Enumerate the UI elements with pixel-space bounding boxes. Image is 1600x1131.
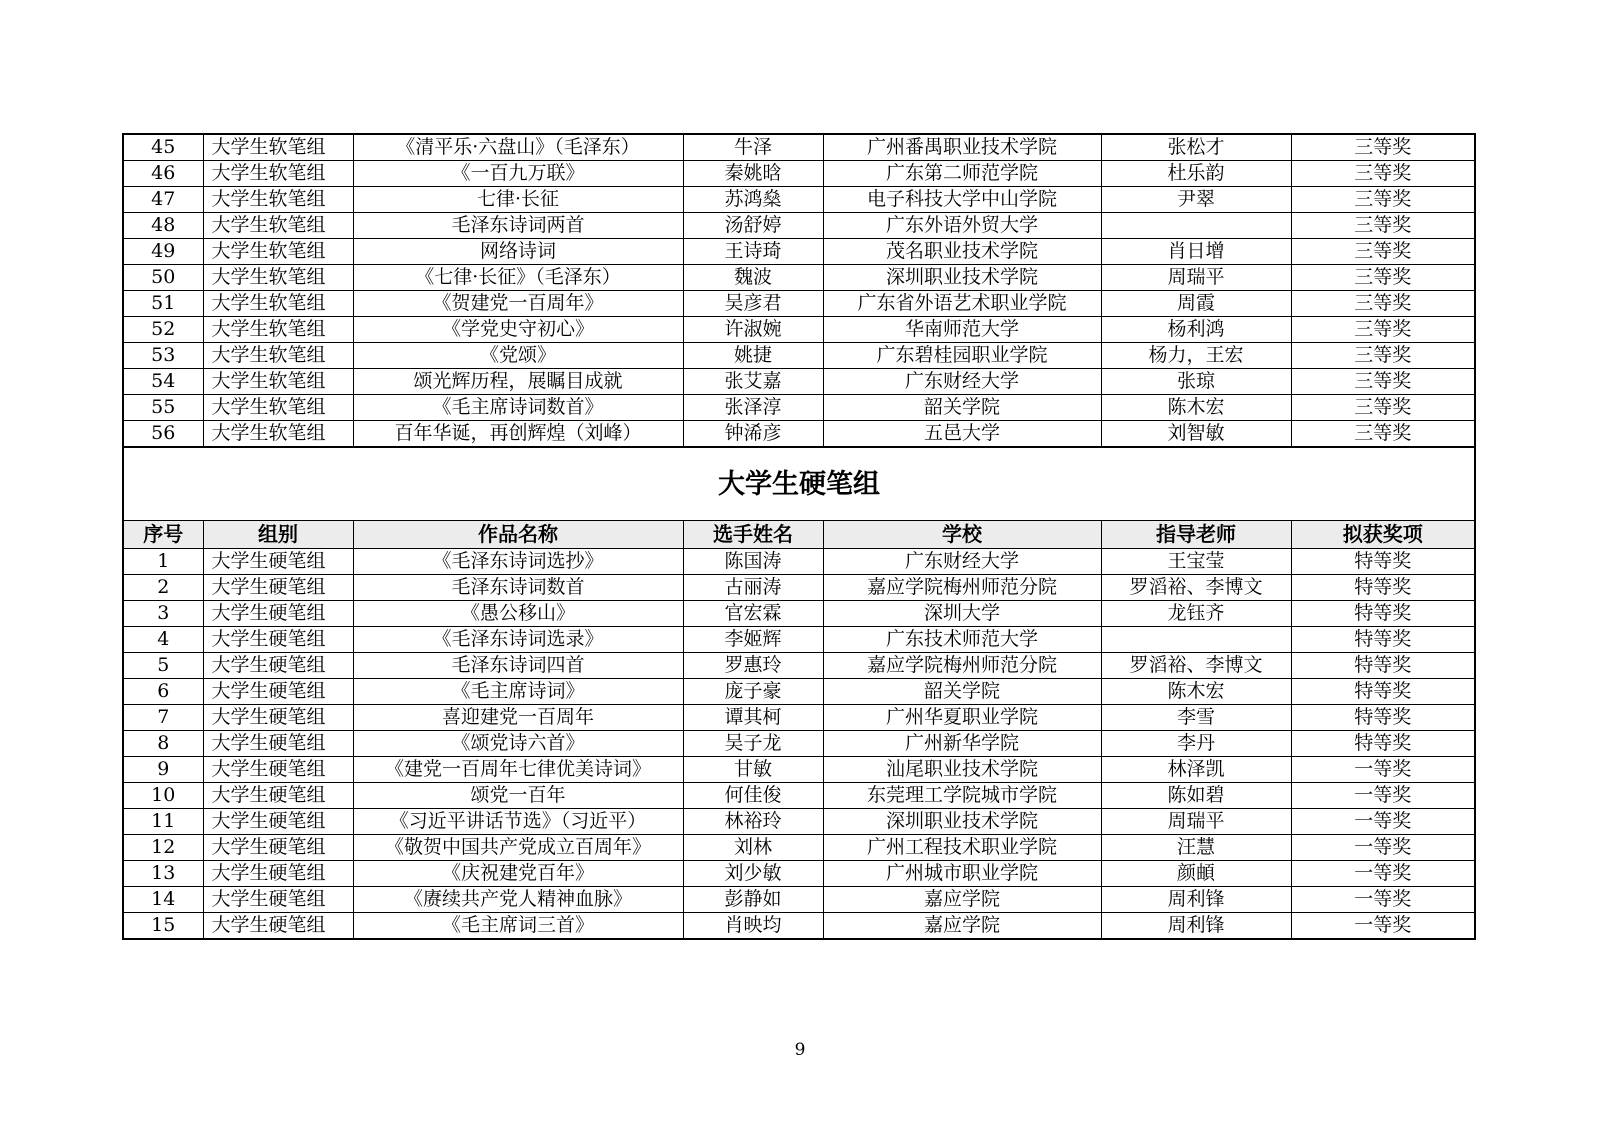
table-row [123, 757, 1475, 783]
cell-name: 谭其柯 [683, 705, 823, 731]
cell-award: 特等奖 [1291, 601, 1475, 627]
cell-name: 庞子豪 [683, 679, 823, 705]
cell-award: 三等奖 [1291, 291, 1475, 317]
header-work: 作品名称 [353, 521, 683, 549]
cell-work: 《党颂》 [353, 343, 683, 369]
cell-work: 《庆祝建党百年》 [353, 861, 683, 887]
cell-work: 《毛泽东诗词选录》 [353, 627, 683, 653]
header-school: 学校 [823, 521, 1101, 549]
header-name: 选手姓名 [683, 521, 823, 549]
cell-work: 网络诗词 [353, 239, 683, 265]
cell-award: 特等奖 [1291, 731, 1475, 757]
table-row [123, 601, 1475, 627]
cell-group: 大学生硬笔组 [203, 835, 353, 861]
cell-group: 大学生软笔组 [203, 343, 353, 369]
cell-name: 林裕玲 [683, 809, 823, 835]
cell-teacher: 陈木宏 [1101, 679, 1291, 705]
cell-school: 五邑大学 [823, 421, 1101, 448]
cell-group: 大学生软笔组 [203, 187, 353, 213]
cell-name: 汤舒婷 [683, 213, 823, 239]
table-row [123, 187, 1475, 213]
cell-name: 牛泽 [683, 134, 823, 161]
cell-name: 苏鸿燊 [683, 187, 823, 213]
cell-work: 毛泽东诗词四首 [353, 653, 683, 679]
table-row [123, 343, 1475, 369]
header-group: 组别 [203, 521, 353, 549]
table-row [123, 627, 1475, 653]
cell-teacher: 肖日增 [1101, 239, 1291, 265]
cell-teacher: 周利锋 [1101, 913, 1291, 940]
cell-teacher: 颜頔 [1101, 861, 1291, 887]
cell-group: 大学生硬笔组 [203, 913, 353, 940]
cell-school: 嘉应学院梅州师范分院 [823, 575, 1101, 601]
cell-award: 特等奖 [1291, 549, 1475, 575]
cell-work: 《毛主席诗词》 [353, 679, 683, 705]
cell-group: 大学生硬笔组 [203, 601, 353, 627]
cell-work: 《习近平讲话节选》（习近平） [353, 809, 683, 835]
cell-no: 52 [123, 317, 203, 343]
cell-group: 大学生硬笔组 [203, 731, 353, 757]
cell-school: 广东技术师范大学 [823, 627, 1101, 653]
cell-no: 12 [123, 835, 203, 861]
cell-teacher: 刘智敏 [1101, 421, 1291, 448]
cell-group: 大学生硬笔组 [203, 679, 353, 705]
cell-name: 李姬辉 [683, 627, 823, 653]
cell-teacher: 陈如碧 [1101, 783, 1291, 809]
cell-work: 《愚公移山》 [353, 601, 683, 627]
cell-award: 三等奖 [1291, 265, 1475, 291]
cell-name: 张艾嘉 [683, 369, 823, 395]
cell-teacher [1101, 213, 1291, 239]
cell-teacher: 杨利鸿 [1101, 317, 1291, 343]
cell-teacher [1101, 627, 1291, 653]
cell-no: 13 [123, 861, 203, 887]
cell-name: 张泽淳 [683, 395, 823, 421]
cell-group: 大学生硬笔组 [203, 705, 353, 731]
cell-award: 三等奖 [1291, 395, 1475, 421]
cell-work: 百年华诞，再创辉煌（刘峰） [353, 421, 683, 448]
cell-name: 魏波 [683, 265, 823, 291]
cell-no: 47 [123, 187, 203, 213]
cell-work: 颂党一百年 [353, 783, 683, 809]
table-row [123, 291, 1475, 317]
cell-no: 3 [123, 601, 203, 627]
cell-group: 大学生软笔组 [203, 395, 353, 421]
cell-school: 广州城市职业学院 [823, 861, 1101, 887]
cell-work: 毛泽东诗词数首 [353, 575, 683, 601]
cell-school: 广东外语外贸大学 [823, 213, 1101, 239]
cell-work: 《贺建党一百周年》 [353, 291, 683, 317]
cell-school: 东莞理工学院城市学院 [823, 783, 1101, 809]
cell-teacher: 罗滔裕、李博文 [1101, 575, 1291, 601]
cell-group: 大学生硬笔组 [203, 653, 353, 679]
cell-no: 4 [123, 627, 203, 653]
cell-school: 深圳大学 [823, 601, 1101, 627]
cell-work: 《敬贺中国共产党成立百周年》 [353, 835, 683, 861]
section-title-row [123, 447, 1475, 521]
cell-school: 深圳职业技术学院 [823, 809, 1101, 835]
cell-group: 大学生硬笔组 [203, 757, 353, 783]
table-row [123, 783, 1475, 809]
cell-work: 《毛主席词三首》 [353, 913, 683, 940]
cell-work: 七律·长征 [353, 187, 683, 213]
cell-award: 三等奖 [1291, 134, 1475, 161]
table-row [123, 679, 1475, 705]
cell-teacher: 周霞 [1101, 291, 1291, 317]
table-row [123, 549, 1475, 575]
cell-no: 50 [123, 265, 203, 291]
cell-name: 吴彦君 [683, 291, 823, 317]
cell-teacher: 李丹 [1101, 731, 1291, 757]
cell-award: 一等奖 [1291, 783, 1475, 809]
cell-work: 《七律·长征》（毛泽东） [353, 265, 683, 291]
cell-award: 一等奖 [1291, 861, 1475, 887]
cell-group: 大学生软笔组 [203, 421, 353, 448]
cell-award: 特等奖 [1291, 679, 1475, 705]
cell-no: 53 [123, 343, 203, 369]
cell-no: 2 [123, 575, 203, 601]
cell-teacher: 罗滔裕、李博文 [1101, 653, 1291, 679]
cell-group: 大学生软笔组 [203, 213, 353, 239]
cell-work: 《毛泽东诗词选抄》 [353, 549, 683, 575]
cell-name: 王诗琦 [683, 239, 823, 265]
table-row [123, 395, 1475, 421]
header-no: 序号 [123, 521, 203, 549]
cell-name: 官宏霖 [683, 601, 823, 627]
cell-group: 大学生硬笔组 [203, 887, 353, 913]
table-row [123, 731, 1475, 757]
cell-name: 许淑婉 [683, 317, 823, 343]
table-row [123, 887, 1475, 913]
cell-teacher: 张琼 [1101, 369, 1291, 395]
cell-no: 55 [123, 395, 203, 421]
cell-teacher: 林泽凯 [1101, 757, 1291, 783]
cell-award: 三等奖 [1291, 369, 1475, 395]
table-row [123, 861, 1475, 887]
cell-school: 广州华夏职业学院 [823, 705, 1101, 731]
cell-no: 11 [123, 809, 203, 835]
cell-award: 一等奖 [1291, 913, 1475, 940]
cell-work: 颂光辉历程，展瞩目成就 [353, 369, 683, 395]
table-row [123, 213, 1475, 239]
cell-no: 54 [123, 369, 203, 395]
cell-name: 刘林 [683, 835, 823, 861]
cell-name: 何佳俊 [683, 783, 823, 809]
table-row [123, 913, 1475, 940]
cell-award: 三等奖 [1291, 213, 1475, 239]
cell-teacher: 龙钰齐 [1101, 601, 1291, 627]
cell-no: 56 [123, 421, 203, 448]
cell-work: 《建党一百周年七律优美诗词》 [353, 757, 683, 783]
cell-award: 三等奖 [1291, 187, 1475, 213]
cell-award: 一等奖 [1291, 809, 1475, 835]
cell-work: 《一百九万联》 [353, 161, 683, 187]
cell-award: 特等奖 [1291, 705, 1475, 731]
table-row [123, 239, 1475, 265]
cell-group: 大学生软笔组 [203, 317, 353, 343]
cell-award: 特等奖 [1291, 575, 1475, 601]
cell-no: 45 [123, 134, 203, 161]
cell-school: 广州番禺职业技术学院 [823, 134, 1101, 161]
table-row [123, 265, 1475, 291]
cell-group: 大学生软笔组 [203, 369, 353, 395]
cell-school: 嘉应学院 [823, 887, 1101, 913]
cell-group: 大学生硬笔组 [203, 809, 353, 835]
cell-name: 吴子龙 [683, 731, 823, 757]
table-row [123, 134, 1475, 161]
cell-no: 49 [123, 239, 203, 265]
cell-no: 1 [123, 549, 203, 575]
cell-school: 嘉应学院梅州师范分院 [823, 653, 1101, 679]
table-row [123, 317, 1475, 343]
cell-name: 陈国涛 [683, 549, 823, 575]
cell-school: 广州工程技术职业学院 [823, 835, 1101, 861]
cell-no: 7 [123, 705, 203, 731]
page-number: 9 [794, 1040, 806, 1060]
cell-group: 大学生软笔组 [203, 265, 353, 291]
cell-group: 大学生硬笔组 [203, 783, 353, 809]
cell-teacher: 张松才 [1101, 134, 1291, 161]
cell-school: 茂名职业技术学院 [823, 239, 1101, 265]
cell-teacher: 周瑞平 [1101, 265, 1291, 291]
table-row [123, 575, 1475, 601]
cell-name: 姚捷 [683, 343, 823, 369]
cell-no: 10 [123, 783, 203, 809]
cell-work: 《赓续共产党人精神血脉》 [353, 887, 683, 913]
section-title: 大学生硬笔组 [123, 447, 1475, 521]
awards-table [122, 133, 1476, 940]
cell-school: 华南师范大学 [823, 317, 1101, 343]
cell-work: 毛泽东诗词两首 [353, 213, 683, 239]
cell-school: 韶关学院 [823, 395, 1101, 421]
cell-teacher: 周利锋 [1101, 887, 1291, 913]
cell-no: 9 [123, 757, 203, 783]
soft-pen-table-body [123, 134, 1475, 447]
cell-name: 罗惠玲 [683, 653, 823, 679]
cell-name: 甘敏 [683, 757, 823, 783]
cell-award: 特等奖 [1291, 627, 1475, 653]
cell-group: 大学生软笔组 [203, 291, 353, 317]
cell-award: 三等奖 [1291, 421, 1475, 448]
header-teacher: 指导老师 [1101, 521, 1291, 549]
cell-group: 大学生硬笔组 [203, 575, 353, 601]
cell-work: 《毛主席诗词数首》 [353, 395, 683, 421]
table-row [123, 421, 1475, 448]
cell-teacher: 杜乐韵 [1101, 161, 1291, 187]
table-row [123, 369, 1475, 395]
cell-award: 三等奖 [1291, 317, 1475, 343]
cell-award: 三等奖 [1291, 239, 1475, 265]
cell-group: 大学生硬笔组 [203, 861, 353, 887]
cell-award: 一等奖 [1291, 887, 1475, 913]
table-row [123, 653, 1475, 679]
cell-name: 秦姚晗 [683, 161, 823, 187]
cell-award: 三等奖 [1291, 343, 1475, 369]
cell-school: 广东财经大学 [823, 369, 1101, 395]
cell-teacher: 李雪 [1101, 705, 1291, 731]
cell-school: 嘉应学院 [823, 913, 1101, 940]
cell-school: 电子科技大学中山学院 [823, 187, 1101, 213]
cell-school: 广东省外语艺术职业学院 [823, 291, 1101, 317]
cell-name: 刘少敏 [683, 861, 823, 887]
header-award: 拟获奖项 [1291, 521, 1475, 549]
cell-no: 14 [123, 887, 203, 913]
cell-work: 《学党史守初心》 [353, 317, 683, 343]
cell-school: 广东碧桂园职业学院 [823, 343, 1101, 369]
cell-no: 46 [123, 161, 203, 187]
cell-work: 《颂党诗六首》 [353, 731, 683, 757]
cell-teacher: 周瑞平 [1101, 809, 1291, 835]
cell-teacher: 陈木宏 [1101, 395, 1291, 421]
table-row [123, 835, 1475, 861]
cell-no: 6 [123, 679, 203, 705]
cell-award: 一等奖 [1291, 835, 1475, 861]
cell-group: 大学生硬笔组 [203, 627, 353, 653]
cell-group: 大学生硬笔组 [203, 549, 353, 575]
cell-teacher: 尹翠 [1101, 187, 1291, 213]
table-row [123, 809, 1475, 835]
cell-no: 5 [123, 653, 203, 679]
cell-school: 汕尾职业技术学院 [823, 757, 1101, 783]
table-header-row [123, 521, 1475, 549]
cell-teacher: 王宝莹 [1101, 549, 1291, 575]
cell-school: 广东财经大学 [823, 549, 1101, 575]
hard-pen-table-body [123, 549, 1475, 940]
cell-school: 广州新华学院 [823, 731, 1101, 757]
cell-work: 《清平乐·六盘山》（毛泽东） [353, 134, 683, 161]
cell-group: 大学生软笔组 [203, 134, 353, 161]
cell-school: 韶关学院 [823, 679, 1101, 705]
cell-no: 15 [123, 913, 203, 940]
cell-name: 彭静如 [683, 887, 823, 913]
cell-teacher: 杨力，王宏 [1101, 343, 1291, 369]
cell-name: 肖映均 [683, 913, 823, 940]
cell-group: 大学生软笔组 [203, 161, 353, 187]
cell-school: 广东第二师范学院 [823, 161, 1101, 187]
cell-group: 大学生软笔组 [203, 239, 353, 265]
cell-award: 三等奖 [1291, 161, 1475, 187]
cell-no: 48 [123, 213, 203, 239]
cell-award: 一等奖 [1291, 757, 1475, 783]
table-row [123, 705, 1475, 731]
cell-name: 钟浠彦 [683, 421, 823, 448]
cell-school: 深圳职业技术学院 [823, 265, 1101, 291]
cell-teacher: 汪慧 [1101, 835, 1291, 861]
cell-work: 喜迎建党一百周年 [353, 705, 683, 731]
cell-name: 古丽涛 [683, 575, 823, 601]
cell-no: 51 [123, 291, 203, 317]
cell-no: 8 [123, 731, 203, 757]
cell-award: 特等奖 [1291, 653, 1475, 679]
hard-pen-section [123, 447, 1475, 549]
table-row [123, 161, 1475, 187]
